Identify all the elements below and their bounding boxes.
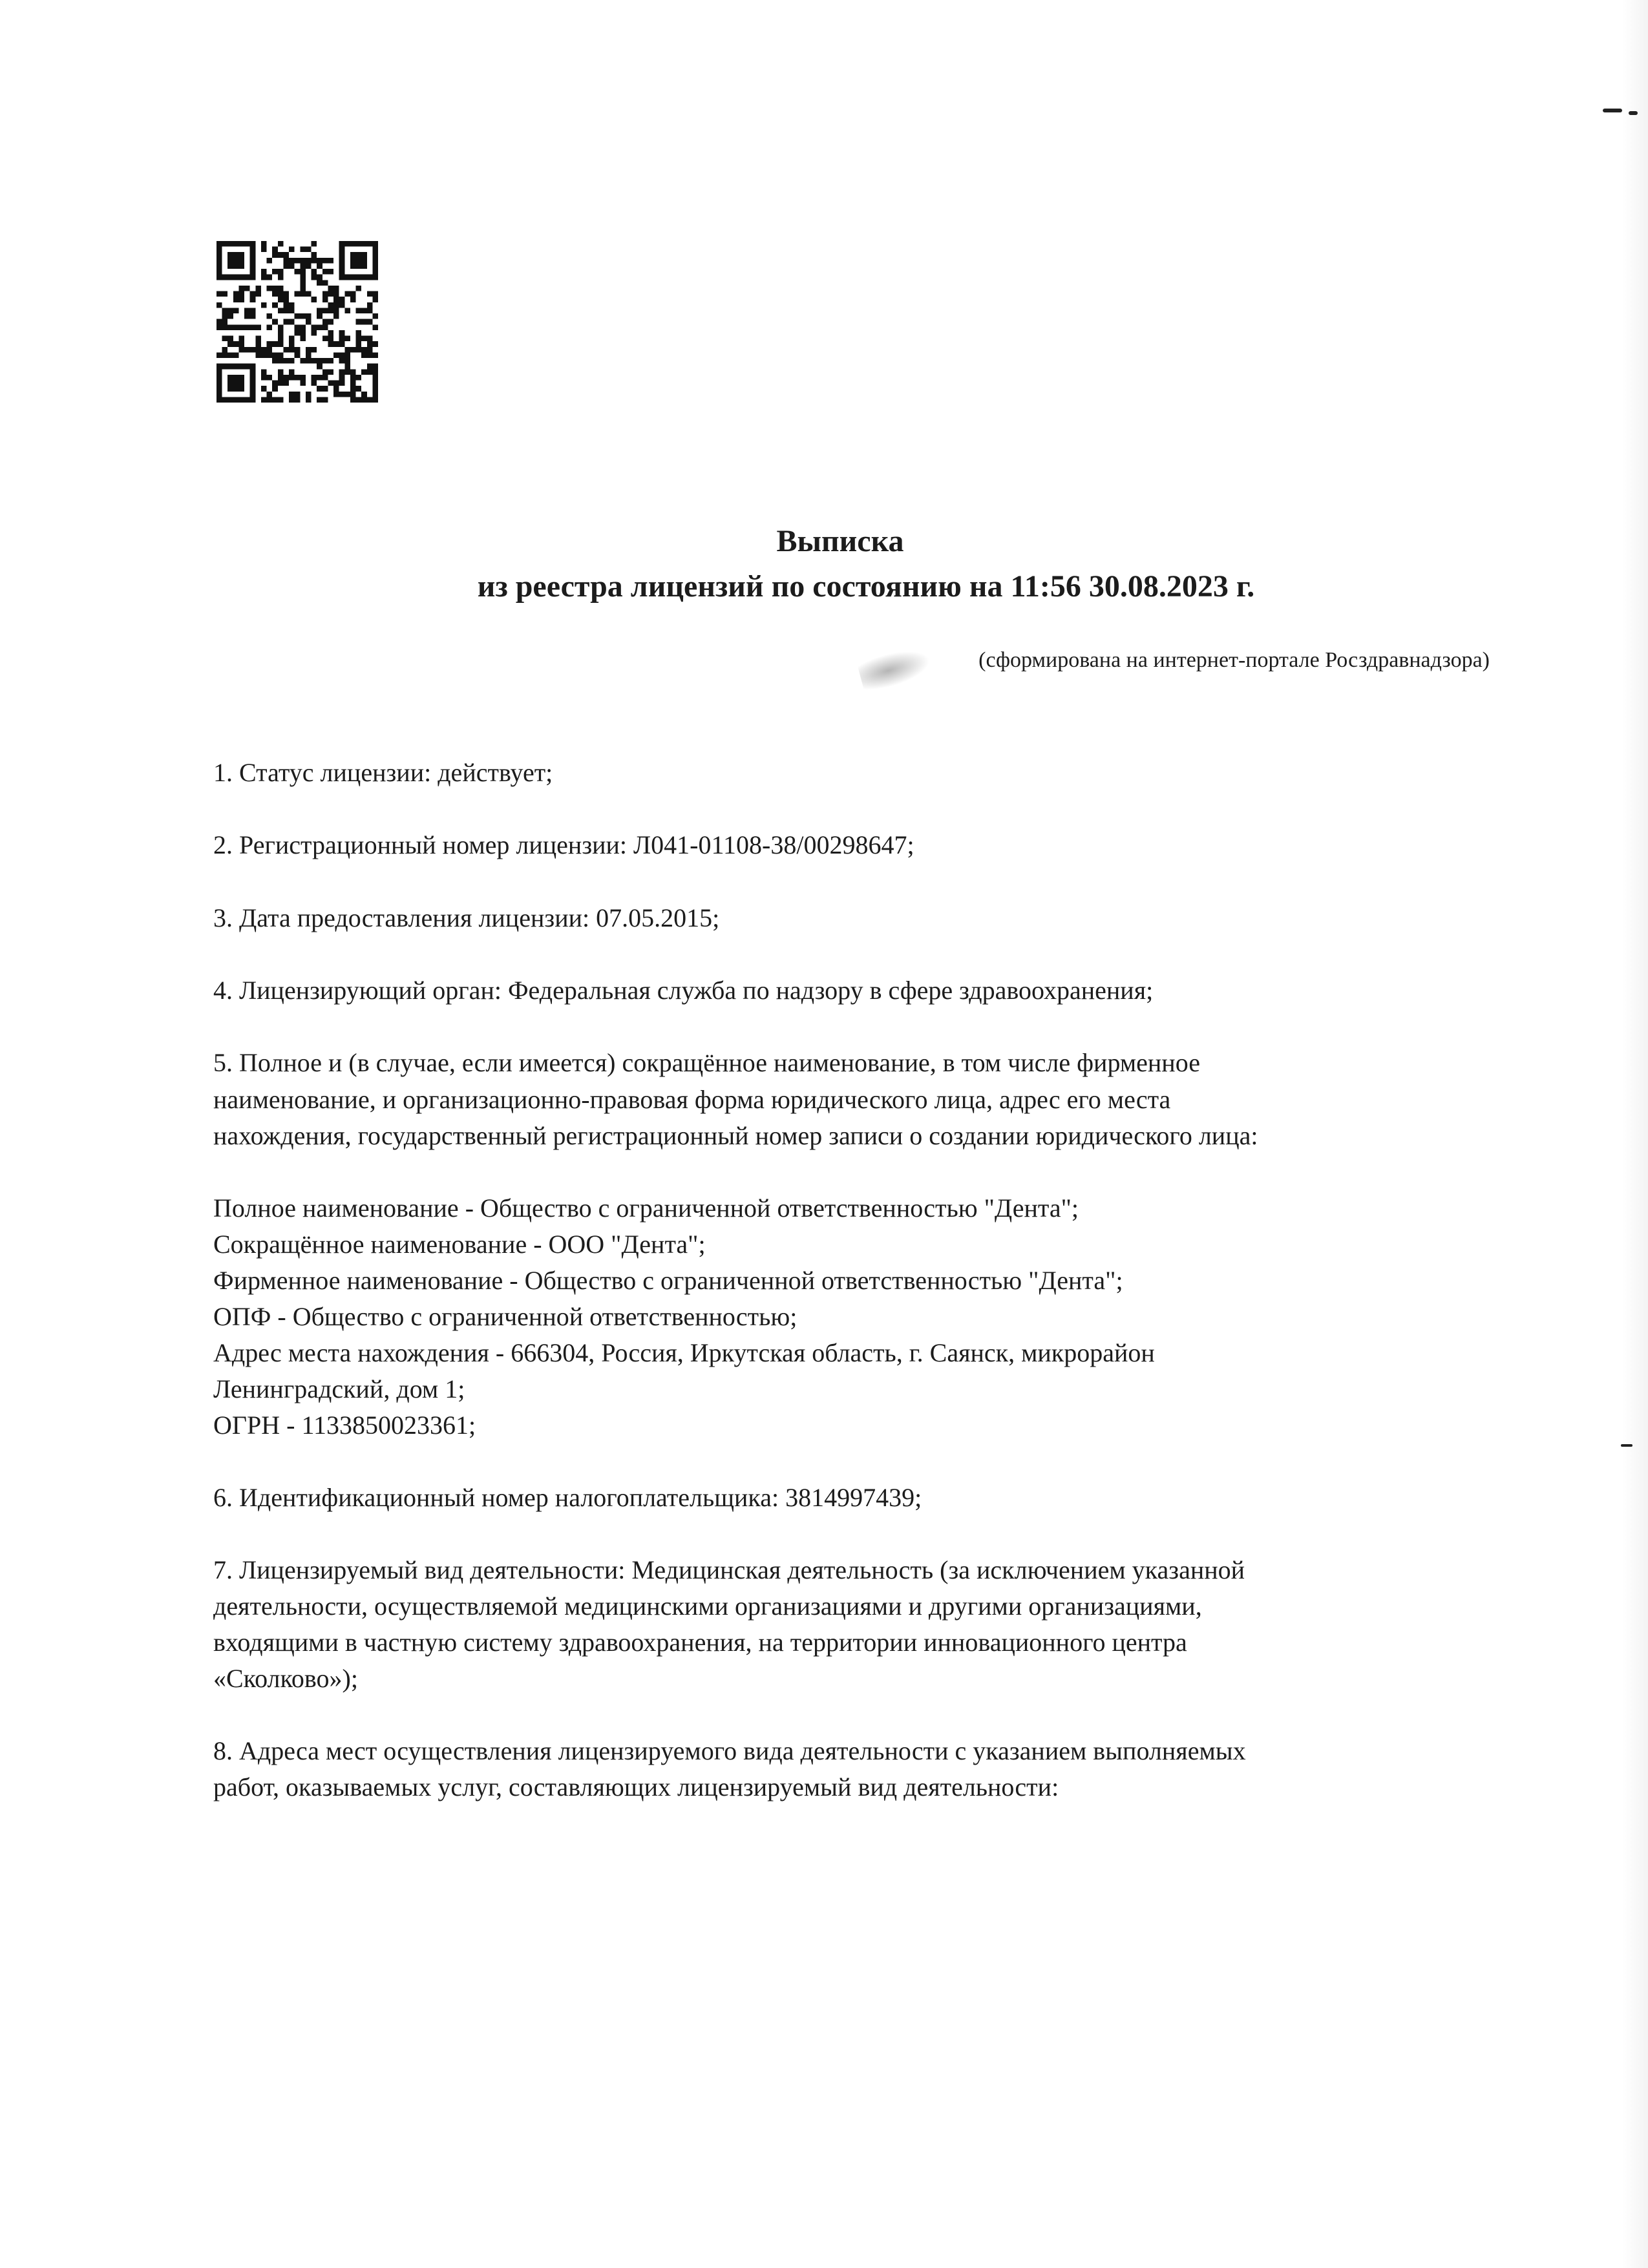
license-status: 1. Статус лицензии: действует; bbox=[213, 758, 553, 787]
org-legal-form: ОПФ - Общество с ограниченной ответственностью; bbox=[213, 1302, 798, 1331]
license-authority: 4. Лицензирующий орган: Федеральная служба по надзору в сфере здравоохранения; bbox=[213, 976, 1154, 1005]
license-issue-date: 3. Дата предоставления лицензии: 07.05.2015; bbox=[213, 903, 720, 932]
org-name-heading-line: 5. Полное и (в случае, если имеется) сокращённое наименование, в том числе фирменное bbox=[213, 1048, 1200, 1077]
org-short-name: Сокращённое наименование - ООО "Дента"; bbox=[213, 1230, 706, 1259]
license-reg-number: 2. Регистрационный номер лицензии: Л041-01108-38/00298647; bbox=[213, 830, 914, 859]
licensed-activity-line: 7. Лицензируемый вид деятельности: Медицинская деятельность (за исключением указанной bbox=[213, 1555, 1245, 1584]
activity-addresses-line: работ, оказываемых услуг, составляющих лицензируемый вид деятельности: bbox=[213, 1772, 1059, 1801]
activity-addresses-line: 8. Адреса мест осуществления лицензируемого вида деятельности с указанием выполняемых bbox=[213, 1736, 1246, 1765]
document-title: Выписка bbox=[776, 524, 904, 558]
scan-mark bbox=[1603, 109, 1622, 112]
org-address-line: Ленинградский, дом 1; bbox=[213, 1374, 465, 1403]
org-name-heading-line: нахождения, государственный регистрационный номер записи о создании юридического лица: bbox=[213, 1121, 1258, 1150]
org-address-line: Адрес места нахождения - 666304, Россия, Иркутская область, г. Саянск, микрорайон bbox=[213, 1338, 1155, 1367]
licensed-activity-line: деятельности, осуществляемой медицинскими организациями и другими организациями, bbox=[213, 1591, 1202, 1621]
scan-mark bbox=[1629, 111, 1638, 115]
licensed-activity-line: «Сколково»); bbox=[213, 1664, 358, 1693]
org-inn: 6. Идентификационный номер налогоплательщика: 3814997439; bbox=[213, 1483, 922, 1512]
org-name-heading-line: наименование, и организационно-правовая форма юридического лица, адрес его места bbox=[213, 1085, 1171, 1114]
scan-mark bbox=[1621, 1444, 1632, 1447]
document-title-subline: из реестра лицензий по состоянию на 11:56 30.08.2023 г. bbox=[477, 569, 1255, 604]
document-source-note: (сформирована на интернет-портале Росздравнадзора) bbox=[978, 648, 1490, 672]
org-ogrn: ОГРН - 1133850023361; bbox=[213, 1411, 476, 1440]
org-brand-name: Фирменное наименование - Общество с ограниченной ответственностью "Дента"; bbox=[213, 1266, 1123, 1295]
licensed-activity-line: входящими в частную систему здравоохранения, на территории инновационного центра bbox=[213, 1628, 1187, 1657]
qr-code-icon bbox=[217, 241, 378, 403]
scan-edge-shadow bbox=[1622, 0, 1648, 2268]
scan-smudge bbox=[856, 644, 933, 694]
org-full-name: Полное наименование - Общество с ограниченной ответственностью "Дента"; bbox=[213, 1193, 1079, 1223]
